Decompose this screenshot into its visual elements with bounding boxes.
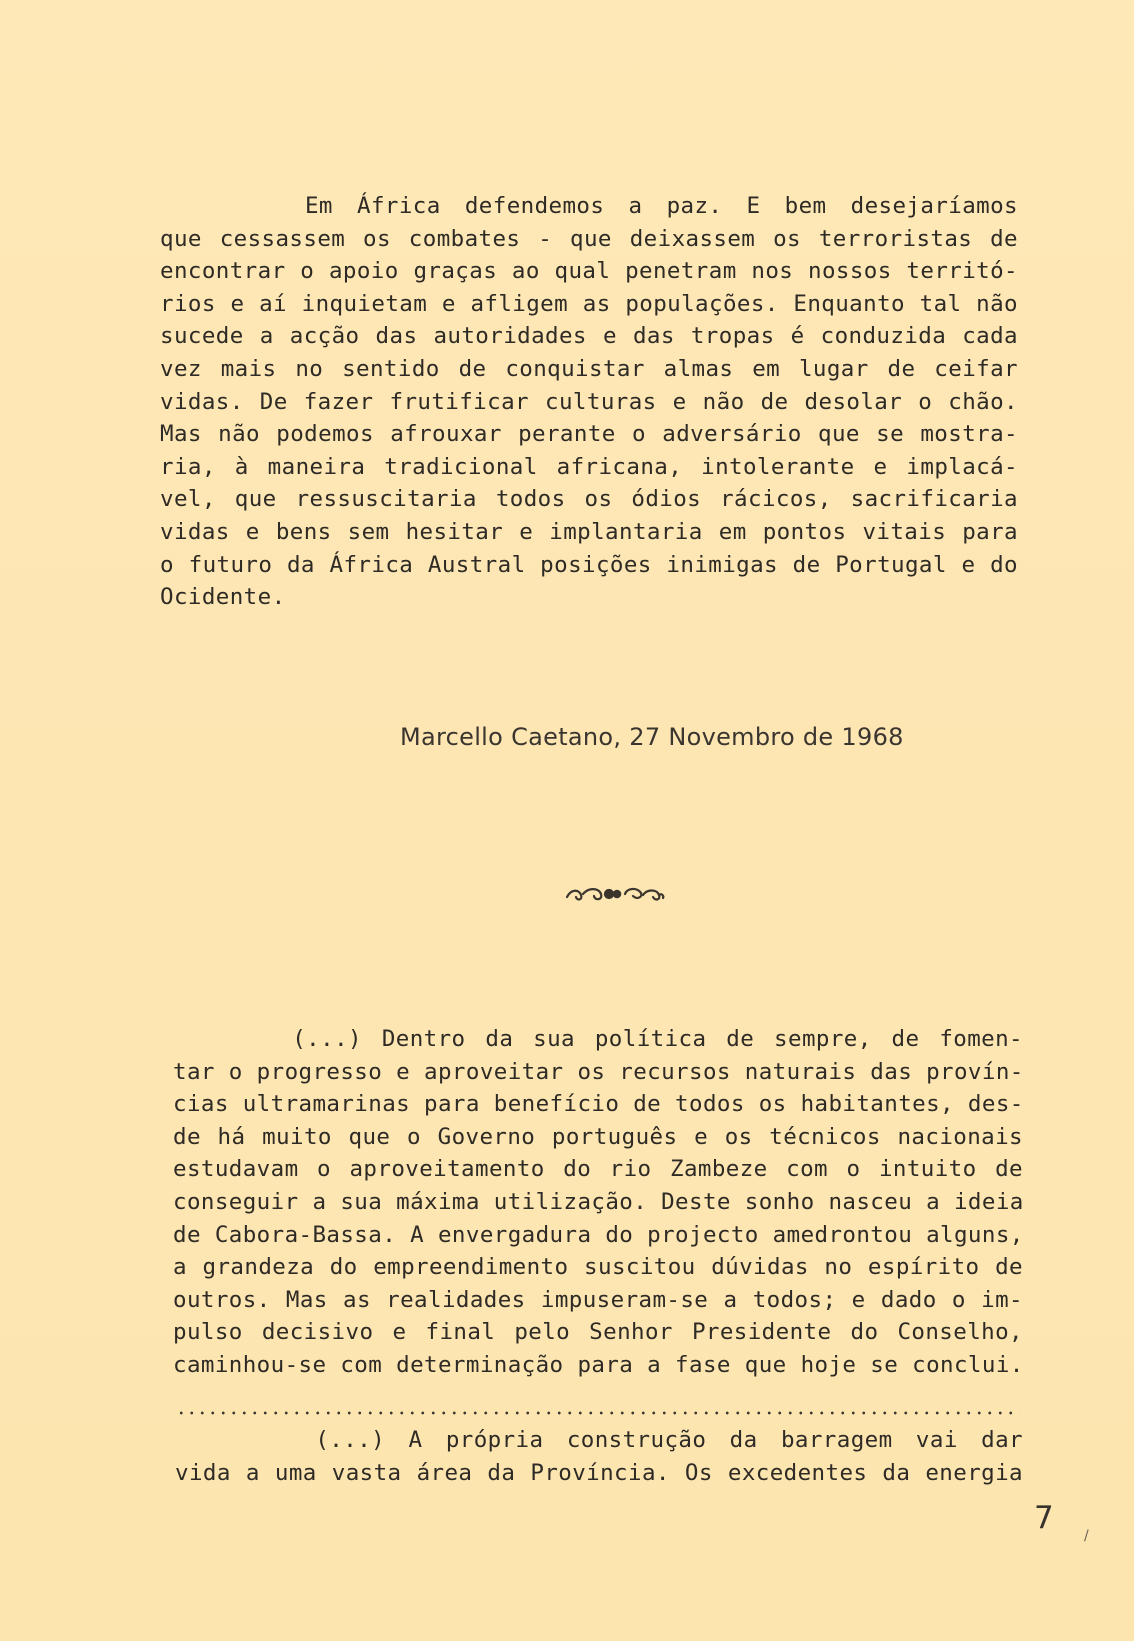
text-line: de há muito que o Governo português e os técnicos nacionais	[173, 1123, 1023, 1150]
ornamental-divider-icon	[563, 883, 667, 905]
text-line: (...) Dentro da sua política de sempre, de fomen-	[173, 1026, 1023, 1052]
text-line: o futuro da África Austral posições inimigas de Portugal e do	[160, 551, 1018, 578]
signature-attribution: Marcello Caetano, 27 Novembro de 1968	[400, 723, 904, 751]
text-line: Em África defendemos a paz. E bem desejaríamos	[160, 193, 1018, 219]
text-line: cias ultramarinas para benefício de todos os habitantes, des-	[173, 1091, 1024, 1118]
text-line: vez mais no sentido de conquistar almas em lugar de ceifar	[160, 355, 1018, 382]
text-line: sucede a acção das autoridades e das tropas é conduzida cada	[160, 323, 1018, 350]
text-line: que cessassem os combates - que deixassem os terroristas de	[160, 225, 1018, 252]
paragraph-defense-of-peace	[160, 190, 1018, 614]
page-number: 7	[1034, 1500, 1054, 1536]
dotted-separator	[176, 1408, 1020, 1418]
corner-mark: /	[1084, 1528, 1089, 1544]
text-line: vida a uma vasta área da Província. Os excedentes da energia	[175, 1459, 1023, 1486]
text-line: ria, à maneira tradicional africana, intolerante e implacá-	[160, 453, 1018, 480]
text-line: de Cabora-Bassa. A envergadura do projecto amedrontou alguns,	[173, 1221, 1024, 1248]
text-line: conseguir a sua máxima utilização. Deste sonho nasceu a ideia	[173, 1188, 1024, 1215]
text-line: vidas. De fazer frutificar culturas e não de desolar o chão.	[160, 388, 1018, 415]
text-line: Ocidente.	[160, 584, 286, 611]
text-line: a grandeza do empreendimento suscitou dúvidas no espírito de	[173, 1254, 1023, 1281]
text-line: caminhou-se com determinação para a fase que hoje se conclui.	[173, 1351, 1024, 1378]
text-line: estudavam o aproveitamento do rio Zambeze com o intuito de	[173, 1156, 1023, 1183]
paragraph-dam-construction	[175, 1424, 1023, 1489]
paragraph-cabora-bassa	[173, 1023, 1023, 1382]
text-line: outros. Mas as realidades impuseram-se a todos; e dado o im-	[173, 1286, 1023, 1313]
text-line: (...) A própria construção da barragem vai dar	[175, 1427, 1023, 1453]
text-line: Mas não podemos afrouxar perante o adversário que se mostra-	[160, 421, 1018, 448]
text-line: pulso decisivo e final pelo Senhor Presidente do Conselho,	[173, 1319, 1023, 1346]
text-line: rios e aí inquietam e afligem as populações. Enquanto tal não	[160, 290, 1018, 317]
text-line: vel, que ressuscitaria todos os ódios rácicos, sacrificaria	[160, 486, 1018, 513]
text-line: encontrar o apoio graças ao qual penetram nos nossos territó-	[160, 258, 1018, 285]
text-line: tar o progresso e aproveitar os recursos naturais das provín-	[173, 1058, 1024, 1085]
text-line: vidas e bens sem hesitar e implantaria em pontos vitais para	[160, 518, 1018, 545]
